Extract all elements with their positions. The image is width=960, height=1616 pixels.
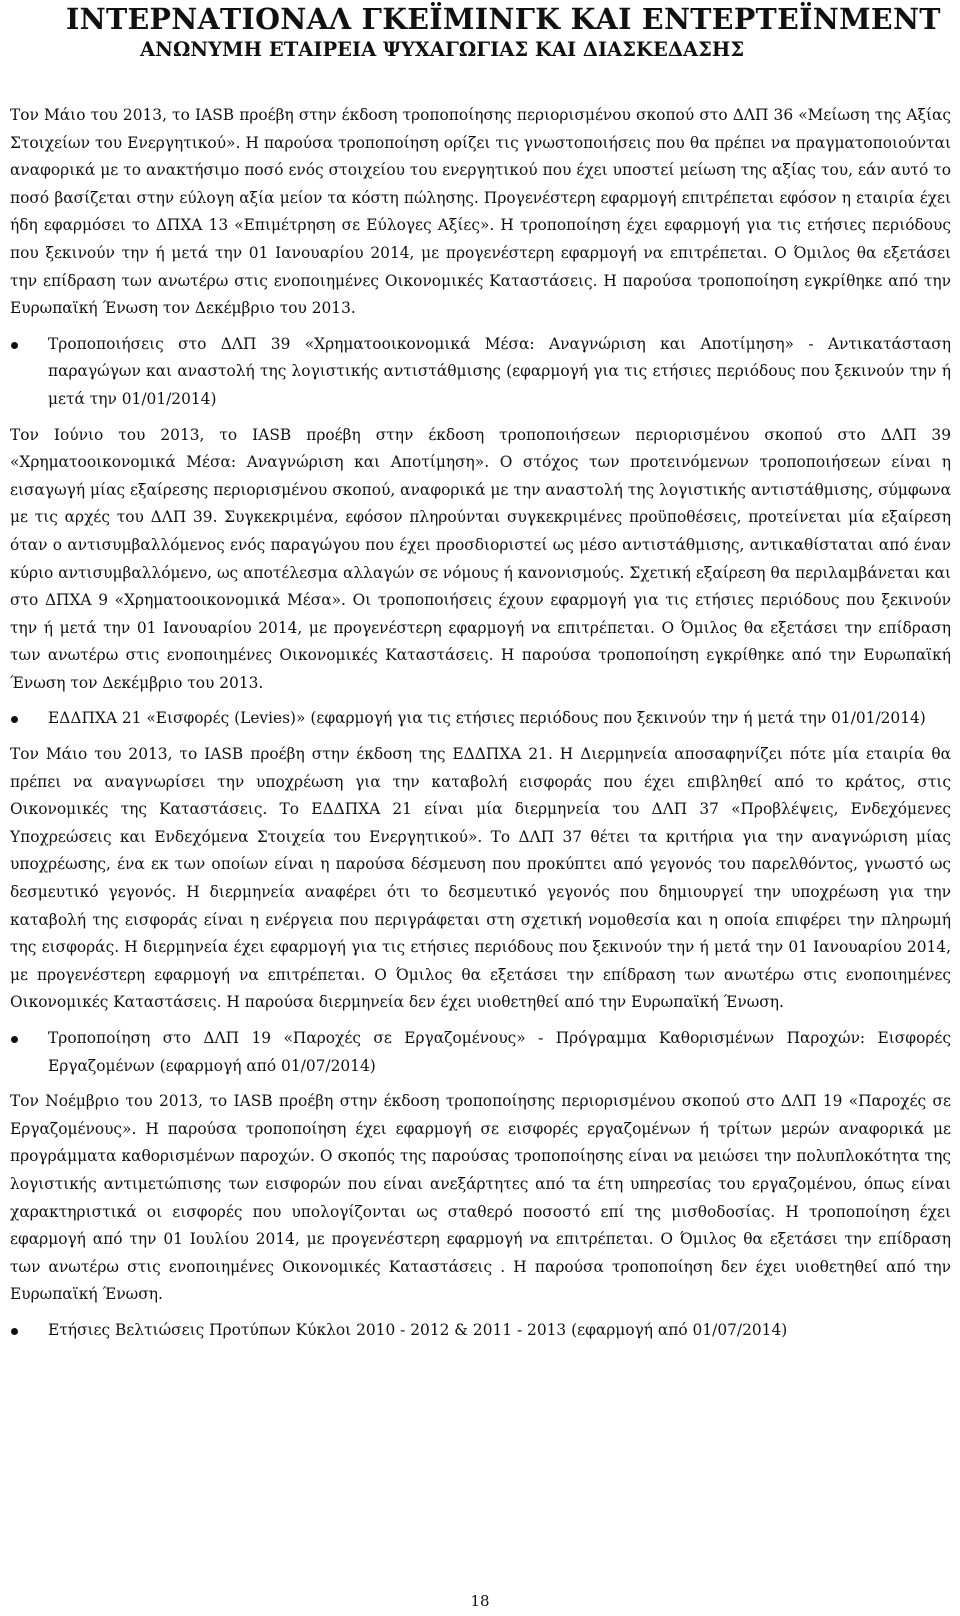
bullet-text: Ετήσιες Βελτιώσεις Προτύπων Κύκλοι 2010 - 2012 & 2011 - 2013 (εφαρμογή από 01/07/2014) [48,1320,788,1339]
page-number: 18 [470,1592,490,1610]
bullet-text: Τροποποιήσεις στο ΔΛΠ 39 «Χρηματοοικονομικά Μέσα: Αναγνώριση και Αποτίμηση» - Αντικατάσταση παραγώγων και αναστολή της λογιστικής αντιστάθμισης (εφαρμογή για τις ετήσιες περιόδους που ξεκινούν την ή μετά την 01/01/2014) [48,334,951,408]
paragraph-ias39: Τον Ιούνιο του 2013, το IASB προέβη στην έκδοση τροποποιήσεων περιορισμένου σκοπού στο ΔΛΠ 39 «Χρηματοοικονομικά Μέσα: Αναγνώριση και Αποτίμηση». Ο στόχος των προτεινόμενων τροποποιήσεων είναι η εισαγωγή μίας εξαίρεσης περιορισμένου σκοπού, αναφορικά με την αναστολή της λογιστικής αντιστάθμισης, σύμφωνα με τις αρχές του ΔΛΠ 39. Συγκεκριμένα, εφόσον πληρούνται συγκεκριμένες προϋποθέσεις, προτείνεται μία εξαίρεση όταν ο αντισυμβαλλόμενος ενός παραγώγου που έχει προσδιοριστεί ως μέσο αντιστάθμισης, αντικαθίσταται από έναν κύριο αντισυμβαλλόμενο, ως αποτέλεσμα αλλαγών σε νόμους ή κανονισμούς. Σχετική εξαίρεση θα περιλαμβάνεται και στο ΔΠΧΑ 9 «Χρηματοοικονομικά Μέσα». Οι τροποποιήσεις έχουν εφαρμογή για τις ετήσιες περιόδους που ξεκινούν την ή μετά την 01 Ιανουαρίου 2014, με προγενέστερη εφαρμογή να επιτρέπεται. Ο Όμιλος θα εξετάσει την επίδραση των ανωτέρω στις ενοποιημένες Οικονομικές Καταστάσεις. Η παρούσα τροποποίηση εγκρίθηκε από την Ευρωπαϊκή Ένωση τον Δεκέμβριο του 2013. [10,425,951,692]
paragraph-ias19: Τον Νοέμβριο του 2013, το IASB προέβη στην έκδοση τροποποίησης περιορισμένου σκοπού στο ΔΛΠ 19 «Παροχές σε Εργαζομένους». Η παρούσα τροποποίηση έχει εφαρμογή σε εισφορές εργαζομένων ή τρίτων μερών αναφορικά με προγράμματα καθορισμένων παροχών. Ο σκοπός της παρούσας τροποποίησης είναι να μειώσει την πολυπλοκότητα της λογιστικής αντιμετώπισης των εισφορών που είναι ανεξάρτητες από τα έτη υπηρεσίας του εργαζομένου, όπως είναι χαρακτηριστικά οι εισφορές που υπολογίζονται ως σταθερό ποσοστό επί της μισθοδοσίας. Η τροποποίηση έχει εφαρμογή από την 01 Ιουλίου 2014, με προγενέστερη εφαρμογή να επιτρέπεται. Ο Όμιλος θα εξετάσει την επίδραση των ανωτέρω στις ενοποιημένες Οικονομικές Καταστάσεις . Η παρούσα τροποποίηση δεν έχει υιοθετηθεί από την Ευρωπαϊκή Ένωση. [10,1092,951,1304]
document-body [10,102,951,1353]
bullet-item-annual-improvements [10,1317,951,1345]
company-subtitle: ΑΝΩΝΥΜΗ ΕΤΑΙΡΕΙΑ ΨΥΧΑΓΩΓΙΑΣ ΚΑΙ ΔΙΑΣΚΕΔΑΣΗΣ [140,38,745,61]
bullet-item-ias39 [10,331,951,414]
bullet-dot-icon [10,1025,48,1080]
bullet-text: ΕΔΔΠΧΑ 21 «Εισφορές (Levies)» (εφαρμογή για τις ετήσιες περιόδους που ξεκινούν την ή μετά την 01/01/2014) [48,709,926,728]
bullet-item-ifric21 [10,705,951,733]
paragraph-ias36: Τον Μάιο του 2013, το IASB προέβη στην έκδοση τροποποίησης περιορισμένου σκοπού στο ΔΛΠ 36 «Μείωση της Αξίας Στοιχείων του Ενεργητικού». Η παρούσα τροποποίηση ορίζει τις γνωστοποιήσεις που θα πρέπει να πραγματοποιούνται αναφορικά με το ανακτήσιμο ποσό ενός στοιχείου του ενεργητικού που έχει υποστεί μείωση της αξίας του, εάν αυτό το ποσό βασίζεται στην εύλογη αξία μείον τα κόστη πώλησης. Προγενέστερη εφαρμογή επιτρέπεται εφόσον η εταιρία έχει ήδη εφαρμόσει το ΔΠΧΑ 13 «Επιμέτρηση σε Εύλογες Αξίες». Η τροποποίηση έχει εφαρμογή για τις ετήσιες περιόδους που ξεκινούν την ή μετά την 01 Ιανουαρίου 2014, με προγενέστερη εφαρμογή να επιτρέπεται. Ο Όμιλος θα εξετάσει την επίδραση των ανωτέρω στις ενοποιημένες Οικονομικές Καταστάσεις. Η παρούσα τροποποίηση εγκρίθηκε από την Ευρωπαϊκή Ένωση τον Δεκέμβριο του 2013. [10,106,951,318]
paragraph-ifric21: Τον Μάιο του 2013, το IASB προέβη στην έκδοση της ΕΔΔΠΧΑ 21. Η Διερμηνεία αποσαφηνίζει πότε μία εταιρία θα πρέπει να αναγνωρίσει την υποχρέωση για την καταβολή εισφοράς που έχει επιβληθεί από το κράτος, στις Οικονομικές της Καταστάσεις. Το ΕΔΔΠΧΑ 21 είναι μία διερμηνεία του ΔΛΠ 37 «Προβλέψεις, Ενδεχόμενες Υποχρεώσεις και Ενδεχόμενα Στοιχεία του Ενεργητικού». Το ΔΛΠ 37 θέτει τα κριτήρια για την αναγνώριση μίας υποχρέωσης, ένα εκ των οποίων είναι η παρούσα δέσμευση που προκύπτει από γεγονός του παρελθόντος, γνωστό ως δεσμευτικό γεγονός. Η διερμηνεία αναφέρει ότι το δεσμευτικό γεγονός που δημιουργεί την υποχρέωση για την καταβολή της εισφοράς είναι η ενέργεια που περιγράφεται στη σχετική νομοθεσία και η οποία επιφέρει την πληρωμή της εισφοράς. Η διερμηνεία έχει εφαρμογή για τις ετήσιες περιόδους που ξεκινούν την ή μετά την 01 Ιανουαρίου 2014, με προγενέστερη εφαρμογή να επιτρέπεται. Ο Όμιλος θα εξετάσει την επίδραση των ανωτέρω στις ενοποιημένες Οικονομικές Καταστάσεις. Η παρούσα διερμηνεία δεν έχει υιοθετηθεί από την Ευρωπαϊκή Ένωση. [10,745,951,1012]
bullet-text: Τροποποίηση στο ΔΛΠ 19 «Παροχές σε Εργαζομένους» - Πρόγραμμα Καθορισμένων Παροχών: Εισφορές Εργαζομένων (εφαρμογή από 01/07/2014) [48,1029,951,1075]
bullet-dot-icon [10,705,48,733]
bullet-dot-icon [10,1317,48,1345]
bullet-item-ias19 [10,1025,951,1080]
company-title: ΙΝΤΕΡΝΑΤΙΟΝΑΛ ΓΚΕΪΜΙΝΓΚ ΚΑΙ ΕΝΤΕΡΤΕΪΝΜΕΝΤ [66,2,941,36]
bullet-dot-icon [10,331,48,414]
